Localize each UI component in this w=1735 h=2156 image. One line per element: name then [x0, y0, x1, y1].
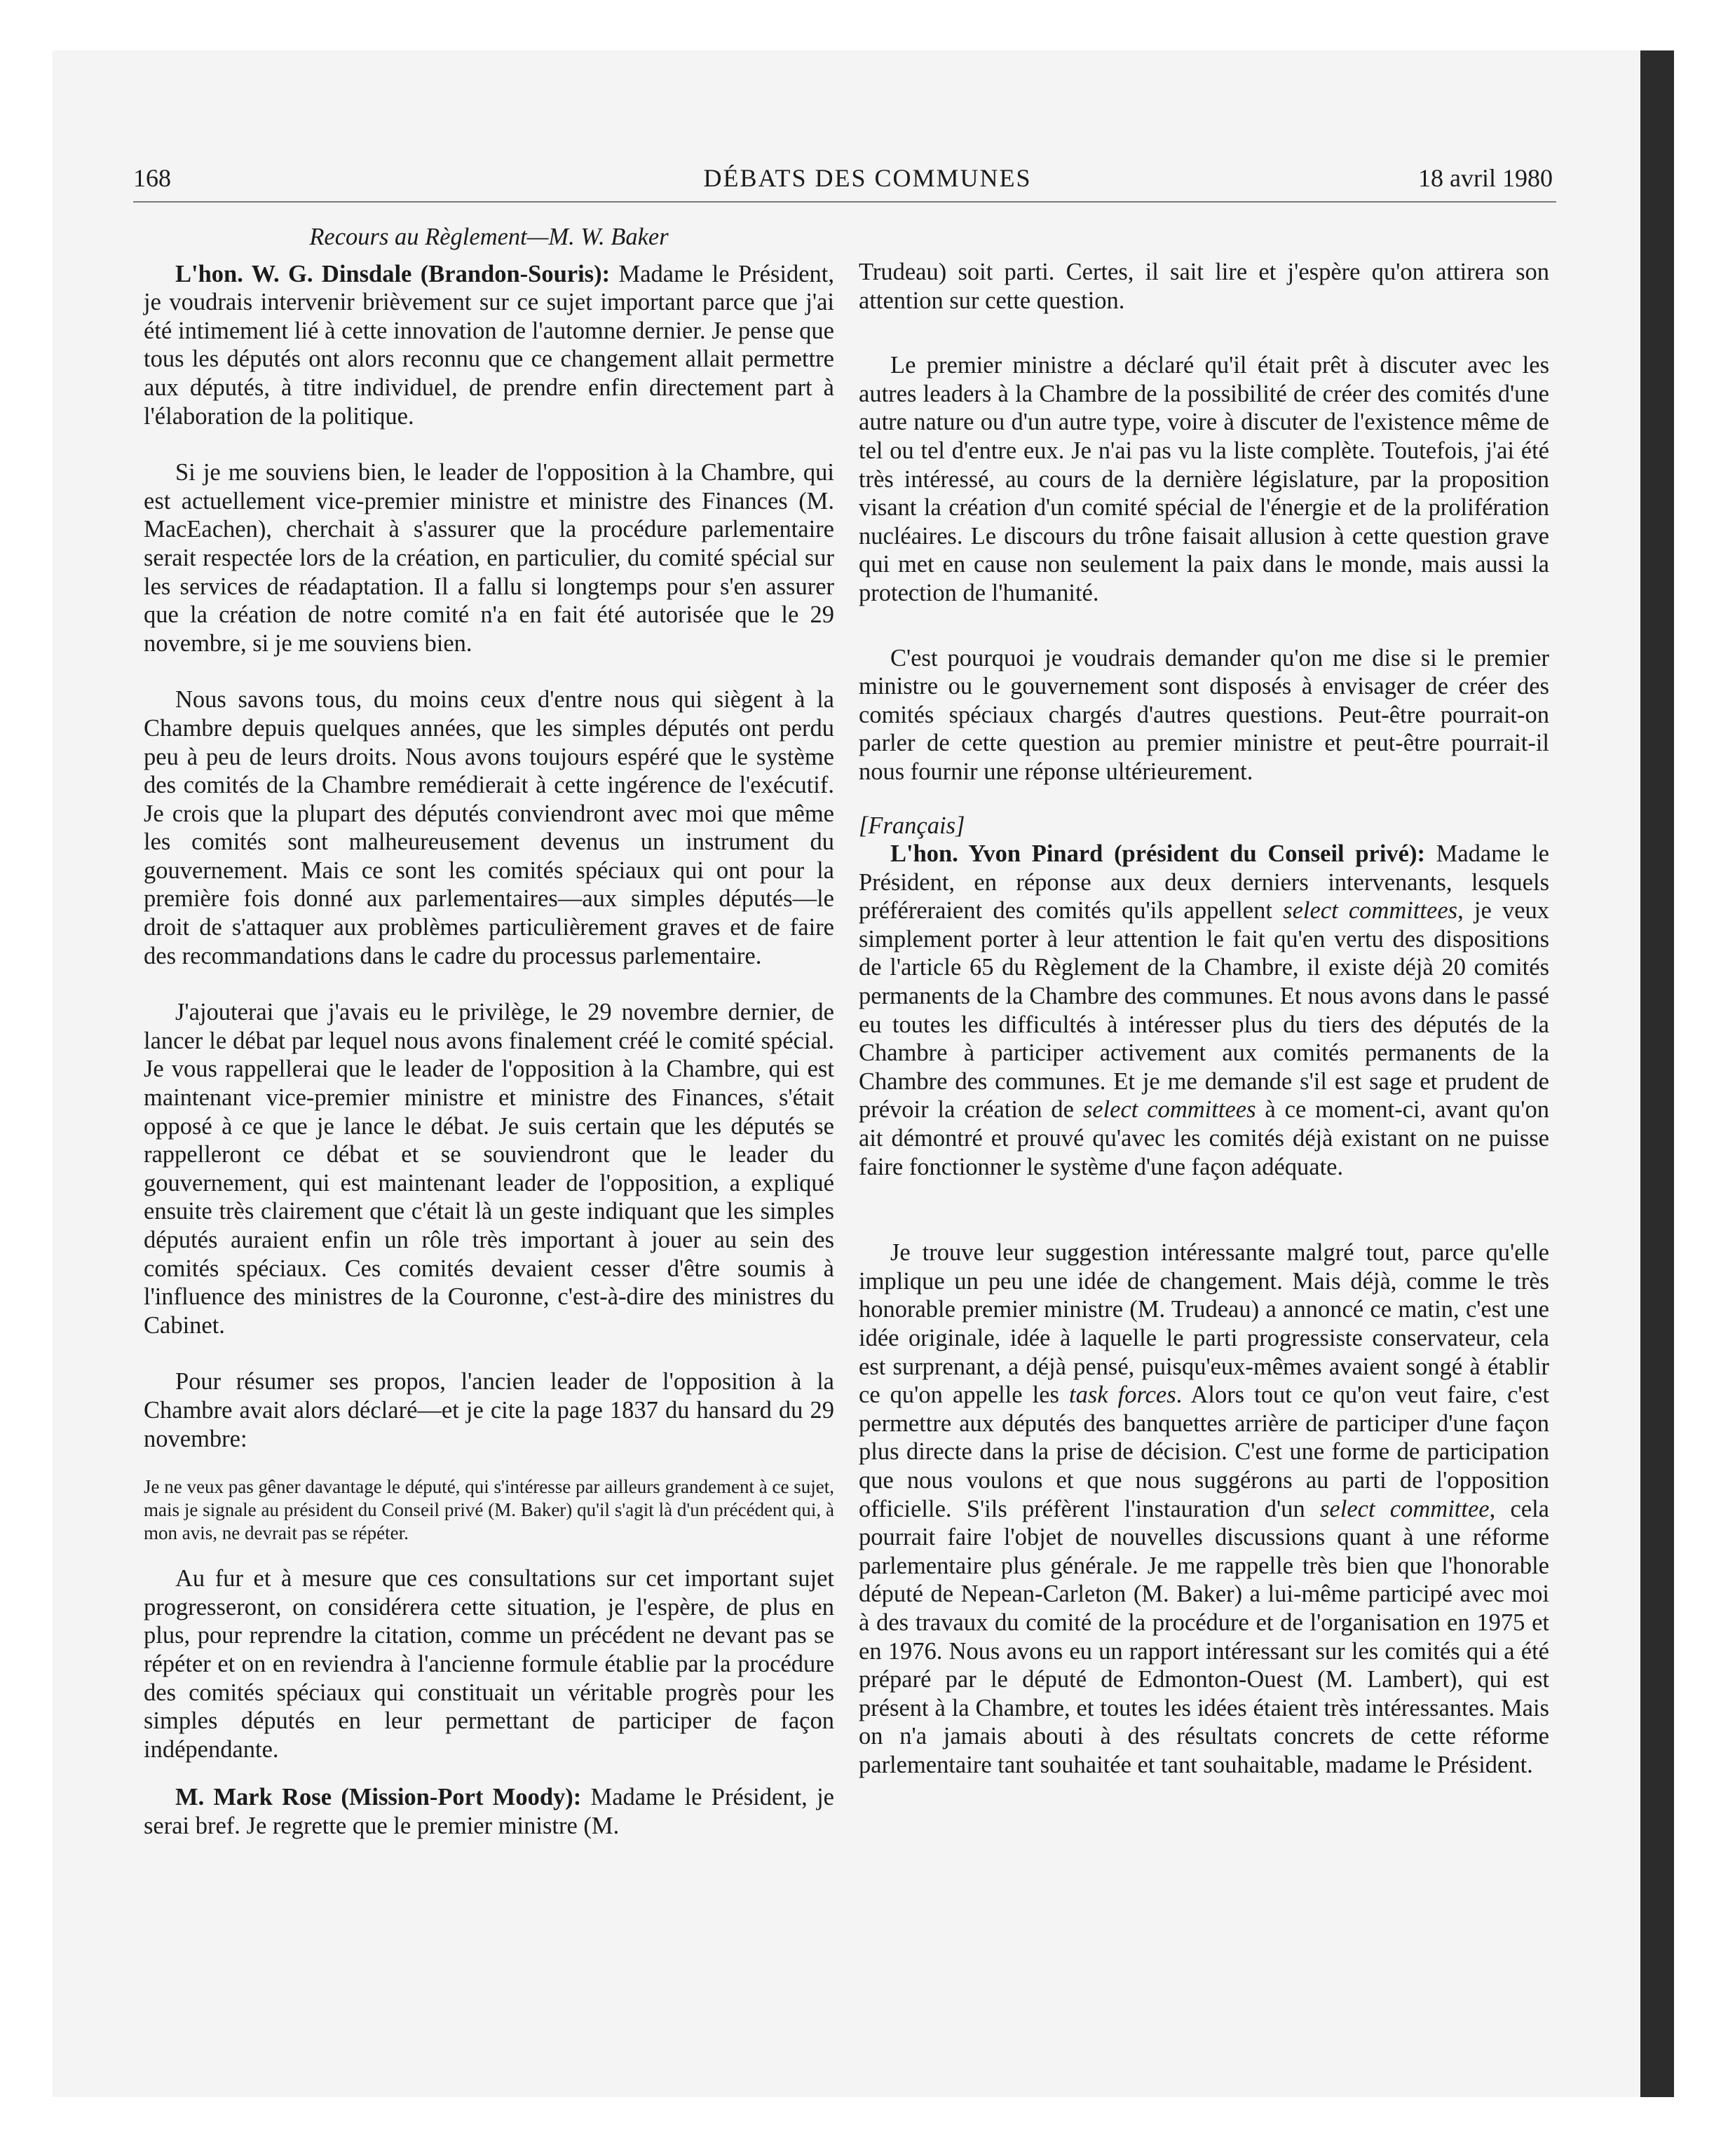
language-tag: [Français]: [859, 812, 965, 839]
page-number: 168: [133, 164, 171, 192]
paragraph: [859, 840, 1549, 1181]
paragraph: Trudeau) soit parti. Certes, il sait lire et j'espère qu'on attirera son attention sur cette question.: [859, 259, 1549, 314]
paragraph: Nous savons tous, du moins ceux d'entre nous qui siègent à la Chambre depuis quelques années, que les simples députés ont perdu peu à peu de leurs droits. Nous avons toujours espéré que le système des comités de la Chambre remédierait à cette ingérence de l'exécutif. Je crois que la plupart des députés conviendront avec moi que même les comités sont malheureusement devenus un instrument du gouvernement. Mais ce sont les comités spéciaux qui ont pour la première fois donné aux parlementaires—aux simples députés—le droit de s'attaquer aux problèmes particulièrement graves et de faire des recommandations dans le cadre du processus parlementaire.: [144, 686, 834, 969]
hansard-quote: Je ne veux pas gêner davantage le député, qui s'intéresse par ailleurs grandement à ce sujet, mais je signale au président du Conseil privé (M. Baker) qu'il s'agit là d'un précédent qui, à mon avis, ne devrait pas se répéter.: [144, 1476, 834, 1544]
speech-text: Je trouve leur suggestion intéressante malgré tout, parce qu'elle implique un peu une idée de changement. Mais déjà, comme le très honorable premier ministre (M. Trudeau) a annoncé ce matin, c'est une idée originale, idée à laquelle le parti progressiste conservateur, cela est surprenant, a déjà pensé, puisqu'eux-mêmes avaient songé à établir ce qu'on appelle les: [859, 1239, 1549, 1409]
section-subtitle: Recours au Règlement—M. W. Baker: [309, 224, 669, 250]
speech-text: Madame le Président, je serai bref. Je regrette que le premier ministre (M.: [144, 1784, 834, 1839]
paragraph: Au fur et à mesure que ces consultations sur cet important sujet progresseront, on considérera cette situation, je l'espère, de plus en plus, pour reprendre la citation, comme un précédent ne devant pas se répéter et on en reviendra à l'ancienne formule établie par la procédure des comités spéciaux qui constituait un véritable progrès pour les simples députés en leur permettant de participer de façon indépendante.: [144, 1565, 834, 1763]
speaker-name: L'hon. W. G. Dinsdale (Brandon-Souris):: [175, 260, 611, 287]
speech-text: . Alors tout ce qu'on veut faire, c'est permettre aux députés des banquettes arrière de participer d'une façon plus directe dans la prise de décision. C'est une forme de participation que nous voulons et que nous suggérons au parti de l'opposition officielle. S'ils préfèrent l'instauration d'un: [859, 1381, 1550, 1522]
paragraph: [144, 1783, 834, 1840]
speech-text: Madame le Président, en réponse aux deux derniers intervenants, lesquels préféreraient des comités qu'ils appellent: [859, 840, 1549, 925]
paragraph: [859, 1239, 1549, 1779]
left-column: [144, 223, 834, 1841]
speaker-name: L'hon. Yvon Pinard (président du Conseil privé):: [890, 840, 1425, 868]
speech-text: , cela pourrait faire l'objet de nouvelles discussions quant à une réforme parlementaire plus générale. Je me rappelle très bien que l'honorable député de Nepean-Carleton (M. Baker) a lui-même participé avec moi à des travaux du comité de la procédure et de l'organisation en 1975 et en 1976. Nous avons eu un rapport intéressant sur les comités qui a été préparé par le député de Edmonton-Ouest (M. Lambert), qui est présent à la Chambre, et toutes les idées étaient très intéressantes. Mais on n'a jamais abouti à des résultats concrets de cette réforme parlementaire tant souhaitée et tant souhaitable, madame le Président.: [859, 1495, 1549, 1778]
emphasis-term: select committee: [1320, 1495, 1490, 1522]
paragraph: Pour résumer ses propos, l'ancien leader de l'opposition à la Chambre avait alors déclaré—et je cite la page 1837 du hansard du 29 novembre:: [144, 1368, 834, 1452]
speaker-name: M. Mark Rose (Mission-Port Moody):: [175, 1784, 582, 1811]
emphasis-term: select committees: [1082, 1096, 1256, 1124]
paragraph: C'est pourquoi je voudrais demander qu'on me dise si le premier ministre ou le gouvernement sont disposés à envisager de créer des comités spéciaux chargés d'autres questions. Peut-être pourrait-on parler de cette question au premier ministre et peut-être pourrait-il nous fournir une réponse ultérieurement.: [859, 644, 1549, 785]
speech-text: Madame le Président, je voudrais intervenir brièvement sur ce sujet important parce que j'ai été intimement lié à cette innovation de l'automne dernier. Je pense que tous les députés ont alors reconnu que ce changement allait permettre aux députés, à titre individuel, de prendre enfin directement part à l'élaboration de la politique.: [144, 260, 834, 430]
speech-text: à ce moment-ci, avant qu'on ait démontré et prouvé qu'avec les comités déjà existant on ne puisse faire fonctionner le système d'une façon adéquate.: [859, 1096, 1550, 1180]
paragraph: [144, 260, 834, 431]
paragraph: J'ajouterai que j'avais eu le privilège, le 29 novembre dernier, de lancer le débat par lequel nous avons finalement créé le comité spécial. Je vous rappellerai que le leader de l'opposition à la Chambre, qui est maintenant vice-premier ministre et ministre des Finances, s'était opposé à ce que je lance le débat. Je suis certain que les députés se rappelleront ce débat et se souviendront que le leader du gouvernement, qui est maintenant leader de l'opposition, a expliqué ensuite très clairement que c'était là un geste indiquant que les simples députés auraient enfin un rôle très important à jouer au sein des comités spéciaux. Ces comités devaient cesser d'être soumis à l'influence des ministres de la Couronne, c'est-à-dire des ministres du Cabinet.: [144, 999, 834, 1339]
paragraph: Le premier ministre a déclaré qu'il était prêt à discuter avec les autres leaders à la Chambre de la possibilité de créer des comités d'une autre nature ou d'un autre type, voire à discuter de l'existence même de tel ou tel d'entre eux. Je n'ai pas vu la liste complète. Toutefois, j'ai été très intéressé, au cours de la dernière législature, par la proposition visant la création d'un comité spécial de l'énergie et de la prolifération nucléaires. Le discours du trône faisait allusion à cette question grave qui met en cause non seulement la paix dans le monde, mais aussi la protection de l'humanité.: [859, 352, 1549, 606]
paragraph: Si je me souviens bien, le leader de l'opposition à la Chambre, qui est actuellement vice-premier ministre et ministre des Finances (M. MacEachen), cherchait à s'assurer que la procédure parlementaire serait respectée lors de la création, en particulier, du comité spécial sur les services de réadaptation. Il a fallu si longtemps pour s'en assurer que la création de notre comité n'a en fait été autorisée que le 29 novembre, si je me souviens bien.: [144, 459, 834, 657]
scan-edge-strip: [1640, 50, 1674, 2097]
header-date: 18 avril 1980: [1418, 164, 1553, 192]
right-column: [859, 258, 1549, 1780]
running-title: DÉBATS DES COMMUNES: [703, 164, 1032, 192]
header-rule: [133, 201, 1556, 203]
emphasis-term: task forces: [1069, 1381, 1176, 1409]
speech-text: , je veux simplement porter à leur attention le fait qu'en vertu des dispositions de l'article 65 du Règlement de la Chambre, il existe déjà 20 comités permanents de la Chambre des communes. Et nous avons dans le passé eu toutes les difficultés à intéresser plus du tiers des députés de la Chambre à participer activement aux comités permanents de la Chambre des communes. Et je me demande s'il est sage et prudent de prévoir la création de: [859, 897, 1550, 1124]
emphasis-term: select committees: [1283, 897, 1458, 925]
